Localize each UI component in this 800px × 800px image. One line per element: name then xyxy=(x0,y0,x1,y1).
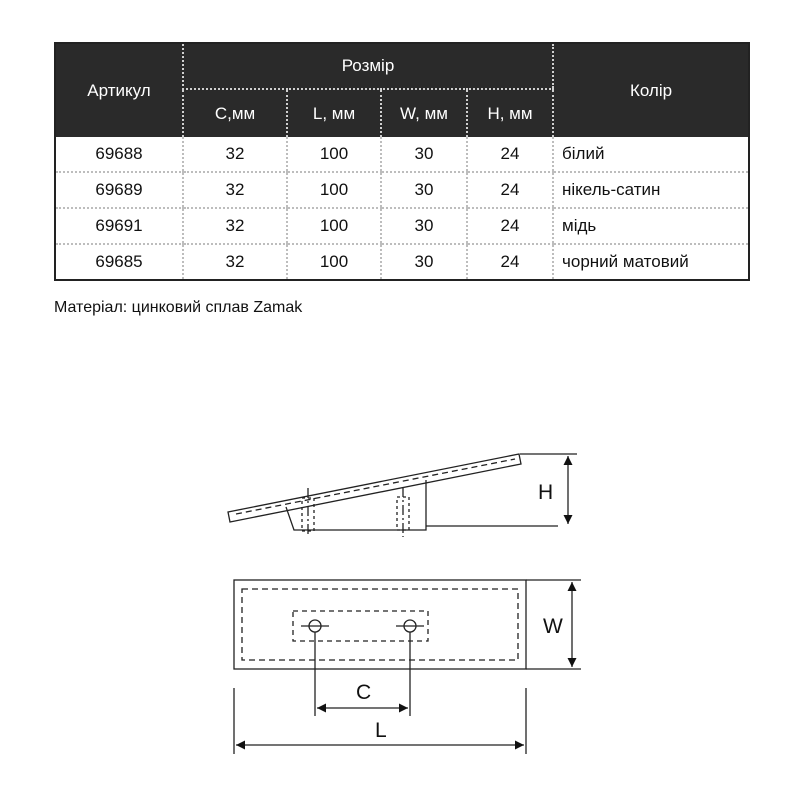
cell-w: 30 xyxy=(381,137,467,172)
cell-color: мідь xyxy=(553,208,749,244)
cell-h: 24 xyxy=(467,208,553,244)
cell-c: 32 xyxy=(183,137,287,172)
cell-c: 32 xyxy=(183,244,287,280)
side-view-plate xyxy=(228,454,521,522)
cell-c: 32 xyxy=(183,172,287,208)
dim-w-label: W xyxy=(543,615,563,638)
cell-l: 100 xyxy=(287,208,381,244)
cell-article: 69688 xyxy=(55,137,183,172)
side-view xyxy=(228,454,577,537)
dim-h-label: H xyxy=(538,481,554,504)
header-c: C,мм xyxy=(183,89,287,137)
cell-w: 30 xyxy=(381,208,467,244)
header-article: Артикул xyxy=(55,43,183,137)
top-view-hidden-outline xyxy=(242,589,518,660)
cell-article: 69691 xyxy=(55,208,183,244)
cell-l: 100 xyxy=(287,172,381,208)
cell-h: 24 xyxy=(467,172,553,208)
top-view xyxy=(234,580,581,754)
side-view-hidden-line xyxy=(236,459,515,514)
cell-color: чорний матовий xyxy=(553,244,749,280)
header-color: Колір xyxy=(553,43,749,137)
cell-h: 24 xyxy=(467,244,553,280)
cell-l: 100 xyxy=(287,244,381,280)
cell-l: 100 xyxy=(287,137,381,172)
cell-article: 69685 xyxy=(95,252,143,271)
cell-color: білий xyxy=(553,137,749,172)
header-w: W, мм xyxy=(381,89,467,137)
cell-w: 30 xyxy=(381,172,467,208)
header-h: H, мм xyxy=(467,89,553,137)
top-view-outline xyxy=(234,580,526,669)
material-note: Матеріал: цинковий сплав Zamak xyxy=(54,299,303,316)
dim-l-label: L xyxy=(375,719,387,742)
cell-h: 24 xyxy=(467,137,553,172)
cell-article: 69689 xyxy=(55,172,183,208)
cell-color: нікель-сатин xyxy=(553,172,749,208)
header-size-group: Розмір xyxy=(183,43,553,89)
header-l: L, мм xyxy=(287,89,381,137)
cell-c: 32 xyxy=(183,208,287,244)
cell-w: 30 xyxy=(381,244,467,280)
dim-c-label: C xyxy=(356,681,372,704)
